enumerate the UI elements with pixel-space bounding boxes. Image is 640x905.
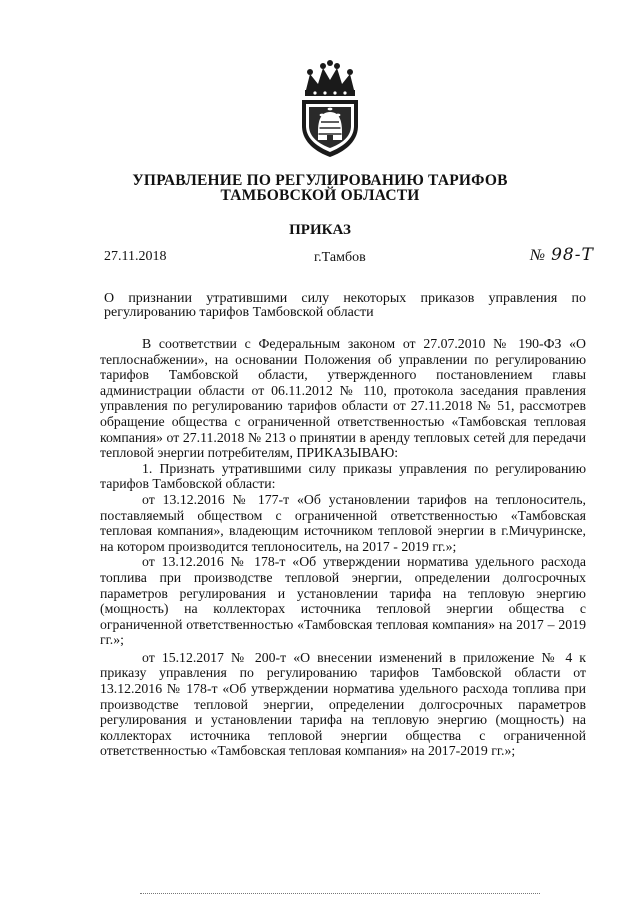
page-bottom-divider — [140, 893, 540, 894]
organization-name-line1: УПРАВЛЕНИЕ ПО РЕГУЛИРОВАНИЮ ТАРИФОВ — [132, 172, 508, 189]
repealed-order-item-2: от 13.12.2016 № 178-т «Об утверждении норматива удельного расхода топлива при производстве тепловой энергии, определении долгосрочных параметров регулирования и установлении тарифа на тепловую энергию (мощность) на коллекторах источника тепловой энергии общества с ограниченной ответственностью «Тамбовская тепловая компания» на 2017 – 2019 гг.»; — [100, 554, 586, 648]
repealed-order-item-1: от 13.12.2016 № 177-т «Об установлении тарифов на теплоноситель, поставляемый обществом с ограниченной ответственностью «Тамбовская тепловая компания», владеющим источником тепловой энергии в г.Мичуринске, на котором производится теплоноситель, на 2017 - 2019 гг.»; — [100, 491, 586, 554]
document-type: ПРИКАЗ — [289, 222, 351, 238]
repealed-order-item-3: от 15.12.2017 № 200-т «О внесении изменений в приложение № 4 к приказу управления по регулированию тарифов Тамбовской области от 13.12.2016 № 178-т «Об утверждении норматива удельного расхода топлива при производстве тепловой энергии, определении долгосрочных параметров регулирования и установлении тарифа на тепловую энергию (мощность) на коллекторах источника тепловой энергии общества с ограниченной ответственностью «Тамбовская тепловая компания» на 2017-2019 гг.»; — [100, 649, 586, 759]
document-number — [530, 245, 594, 265]
document-body — [100, 336, 586, 759]
document-subject: О признании утратившими силу некоторых приказов управления по регулированию тарифов Тамбовской области — [104, 291, 586, 320]
document-date: 27.11.2018 — [104, 249, 167, 264]
point-1-paragraph: 1. Признать утратившими силу приказы управления по регулированию тарифов Тамбовской области: — [100, 460, 586, 492]
organization-name-line2: ТАМБОВСКОЙ ОБЛАСТИ — [220, 187, 420, 204]
document-city: г.Тамбов — [314, 250, 366, 265]
preamble-paragraph: В соответствии с Федеральным законом от 27.07.2010 № 190-ФЗ «О теплоснабжении», на основании Положения об управлении по регулированию тарифов Тамбовской области, утвержденного постановлением главы администрации области от 06.11.2012 № 110, протокола заседания правления управления по регулированию тарифов области от 27.11.2018 № 51, рассмотрев обращение общества с ограниченной ответственностью «Тамбовская тепловая компания» от 27.11.2018 № 213 о принятии в аренду тепловых сетей для передачи тепловой энергии потребителям, ПРИКАЗЫВАЮ: — [100, 336, 586, 461]
number-label: № — [530, 247, 546, 264]
coat-of-arms-icon — [296, 60, 364, 158]
number-value: 98-Т — [551, 245, 594, 265]
